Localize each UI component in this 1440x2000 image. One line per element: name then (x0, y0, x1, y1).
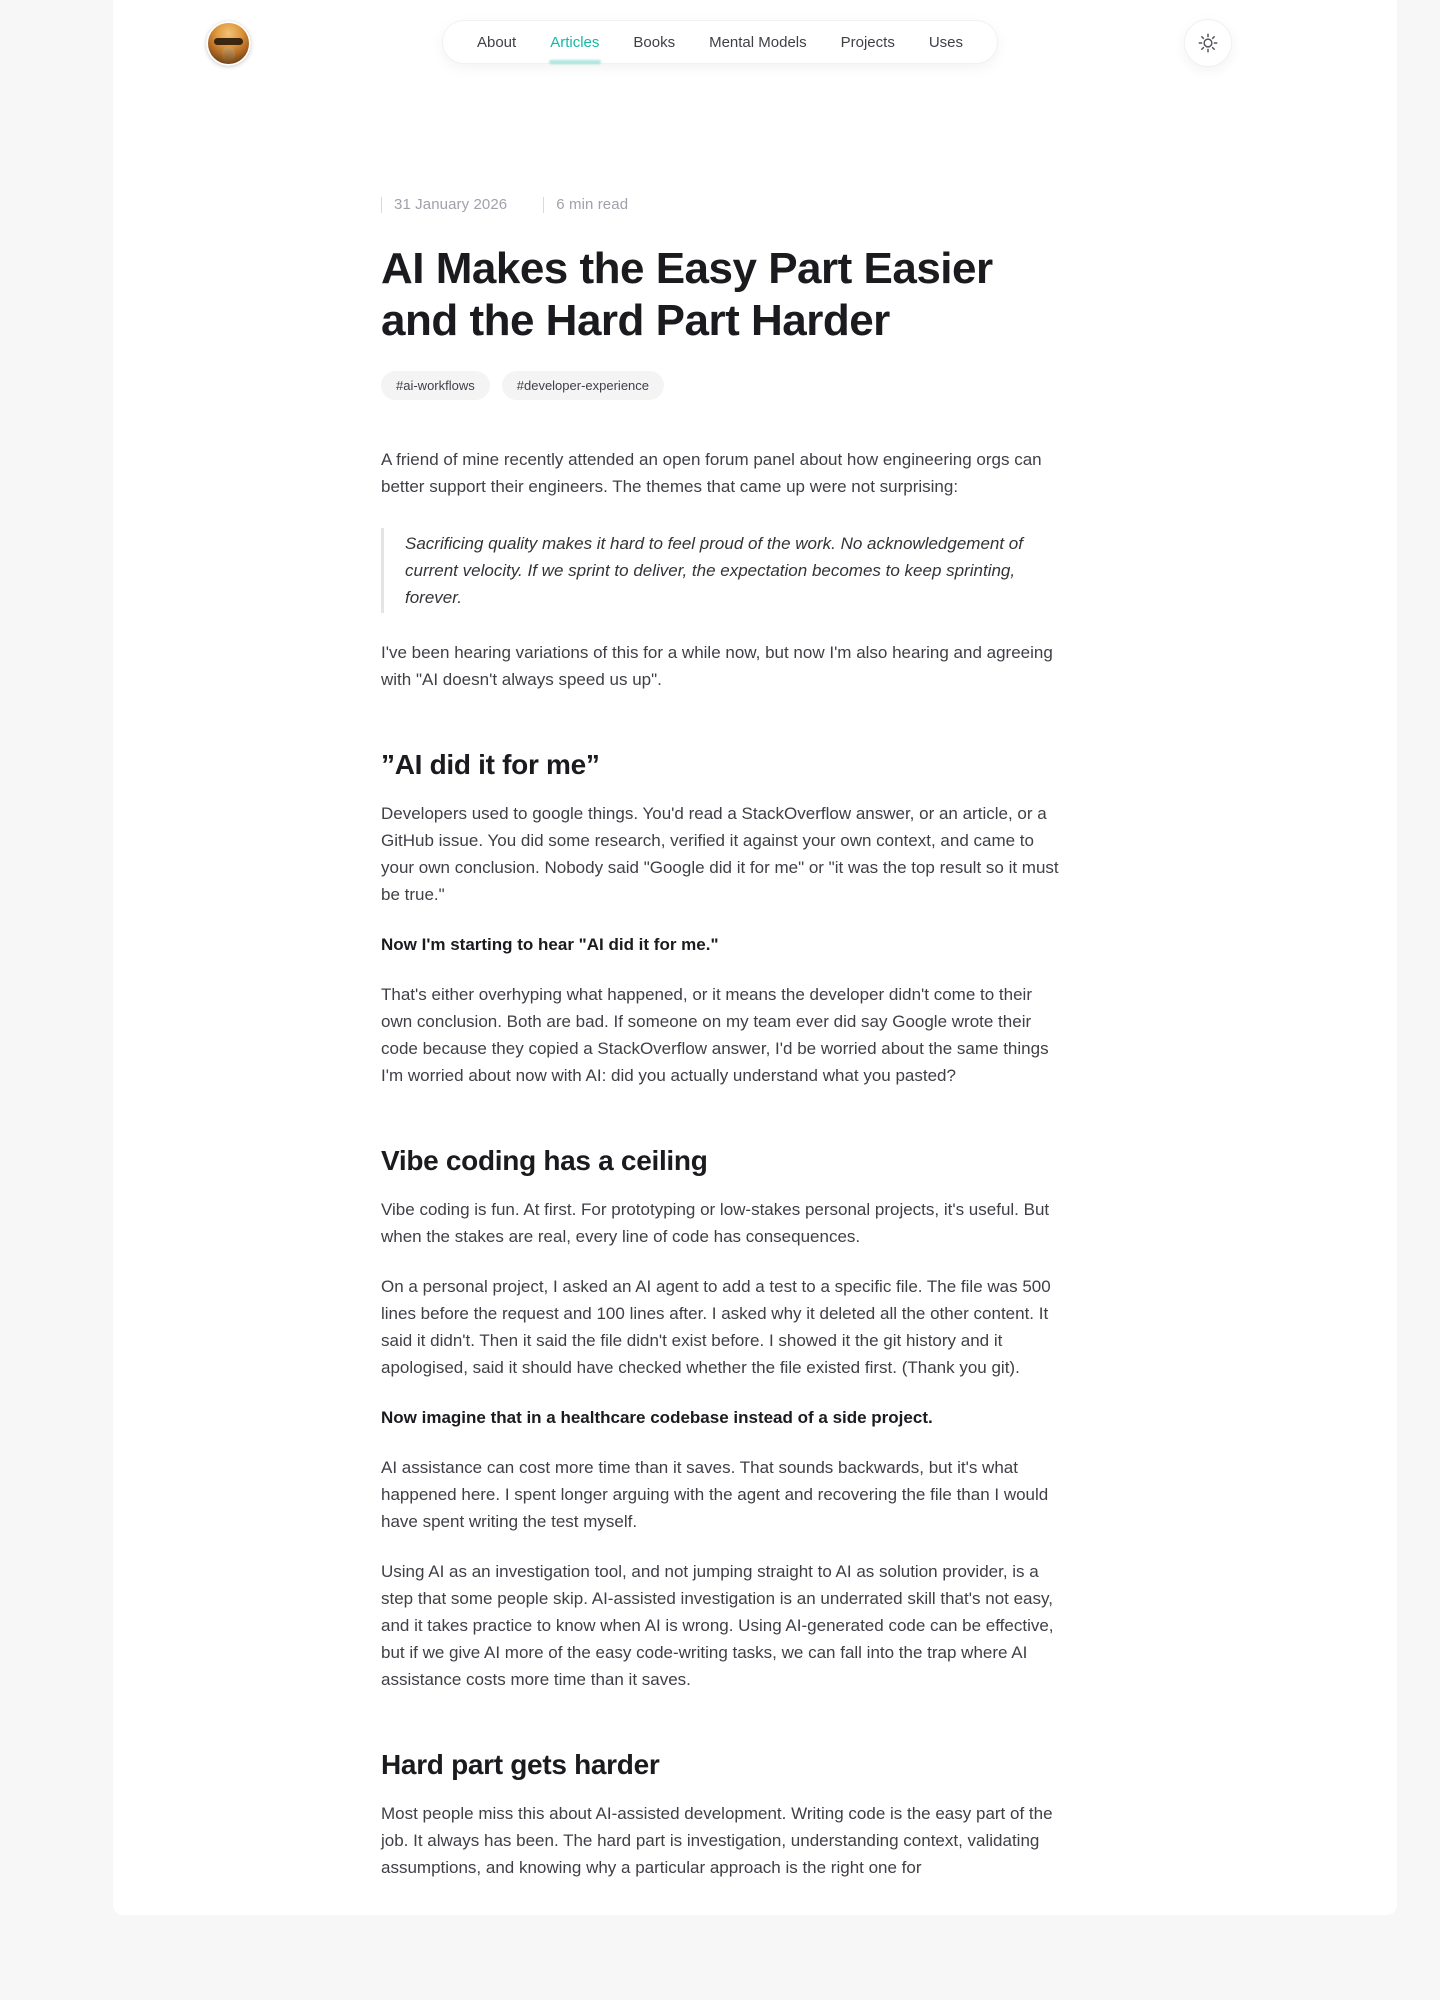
paragraph-bold: Now I'm starting to hear "AI did it for me." (381, 934, 719, 954)
section-heading-vibe-coding: Vibe coding has a ceiling (381, 1144, 708, 1176)
blockquote: Sacrificing quality makes it hard to feel proud of the work. No acknowledgement of current velocity. If we sprint to deliver, the expectation becomes to keep sprinting, forever. (381, 528, 1031, 613)
tags-row (381, 371, 1059, 400)
theme-toggle-button[interactable] (1184, 19, 1232, 67)
nav-item-articles[interactable]: Articles (550, 21, 599, 63)
page-title: AI Makes the Easy Part Easier and the Hard Part Harder (381, 244, 993, 345)
goat-avatar[interactable] (206, 21, 251, 66)
nav-item-uses[interactable]: Uses (928, 33, 964, 51)
nav-item-mental-models[interactable]: Mental Models (709, 33, 807, 51)
article (381, 0, 1059, 1904)
nav-item-projects[interactable]: Projects (840, 33, 895, 51)
paragraph: I've been hearing variations of this for a while now, but now I'm also hearing and agreeing with "AI doesn't always speed us up". (381, 642, 1053, 689)
sun-icon (1197, 32, 1219, 54)
paragraph: Most people miss this about AI-assisted development. Writing code is the easy part of the job. It always has been. The hard part is investigation, understanding context, validating assumptions, and knowing why a particular approach is the right one for (381, 1803, 1053, 1877)
meta-divider (381, 197, 382, 213)
main-navigation (442, 20, 998, 64)
paragraph: Developers used to google things. You'd read a StackOverflow answer, or an article, or a GitHub issue. You did some research, verified it against your own context, and came to your own conclusion. Nobody said "Google did it for me" or "it was the top result so it must be true." (381, 803, 1059, 904)
meta-divider (543, 197, 544, 213)
paragraph: AI assistance can cost more time than it saves. That sounds backwards, but it's what happened here. I spent longer arguing with the agent and recovering the file than I would have spent writing the test myself. (381, 1457, 1049, 1531)
article-meta (381, 196, 1059, 213)
section-heading-ai-did-it-for-me: ”AI did it for me” (381, 748, 600, 780)
paragraph: Using AI as an investigation tool, and not jumping straight to AI as solution provider, is a step that some people skip. AI-assisted investigation is an underrated skill that's not easy, and it takes practice to know when AI is wrong. Using AI-generated code can be effective, but if we give AI more of the easy code-writing tasks, we can fall into the trap where AI assistance costs more time than it saves. (381, 1561, 1054, 1689)
tag-developer-experience[interactable]: #developer-experience (502, 371, 664, 400)
paragraph: That's either overhyping what happened, or it means the developer didn't come to their own conclusion. Both are bad. If someone on my team ever did say Google wrote their code because they copied a StackOverflow answer, I'd be worried about the same things I'm worried about now with AI: did you actually understand what you pasted? (381, 984, 1049, 1085)
paragraph-bold: Now imagine that in a healthcare codebase instead of a side project. (381, 1407, 933, 1427)
tag-ai-workflows[interactable]: #ai-workflows (381, 371, 490, 400)
nav-item-books[interactable]: Books (633, 33, 676, 51)
nav-item-about[interactable]: About (476, 33, 517, 51)
paragraph: A friend of mine recently attended an open forum panel about how engineering orgs can better support their engineers. The themes that came up were not surprising: (381, 449, 1042, 496)
paragraph: Vibe coding is fun. At first. For prototyping or low-stakes personal projects, it's useful. But when the stakes are real, every line of code has consequences. (381, 1199, 1050, 1246)
publish-date: 31 January 2026 (394, 196, 508, 213)
section-heading-hard-part: Hard part gets harder (381, 1748, 660, 1780)
site-header (0, 0, 1440, 90)
read-time: 6 min read (556, 196, 629, 213)
paragraph: On a personal project, I asked an AI agent to add a test to a specific file. The file was 500 lines before the request and 100 lines after. I asked why it deleted all the other content. It said it didn't. Then it said the file didn't exist before. I showed it the git history and it apologised, said it should have checked whether the file existed first. (Thank you git). (381, 1276, 1051, 1377)
